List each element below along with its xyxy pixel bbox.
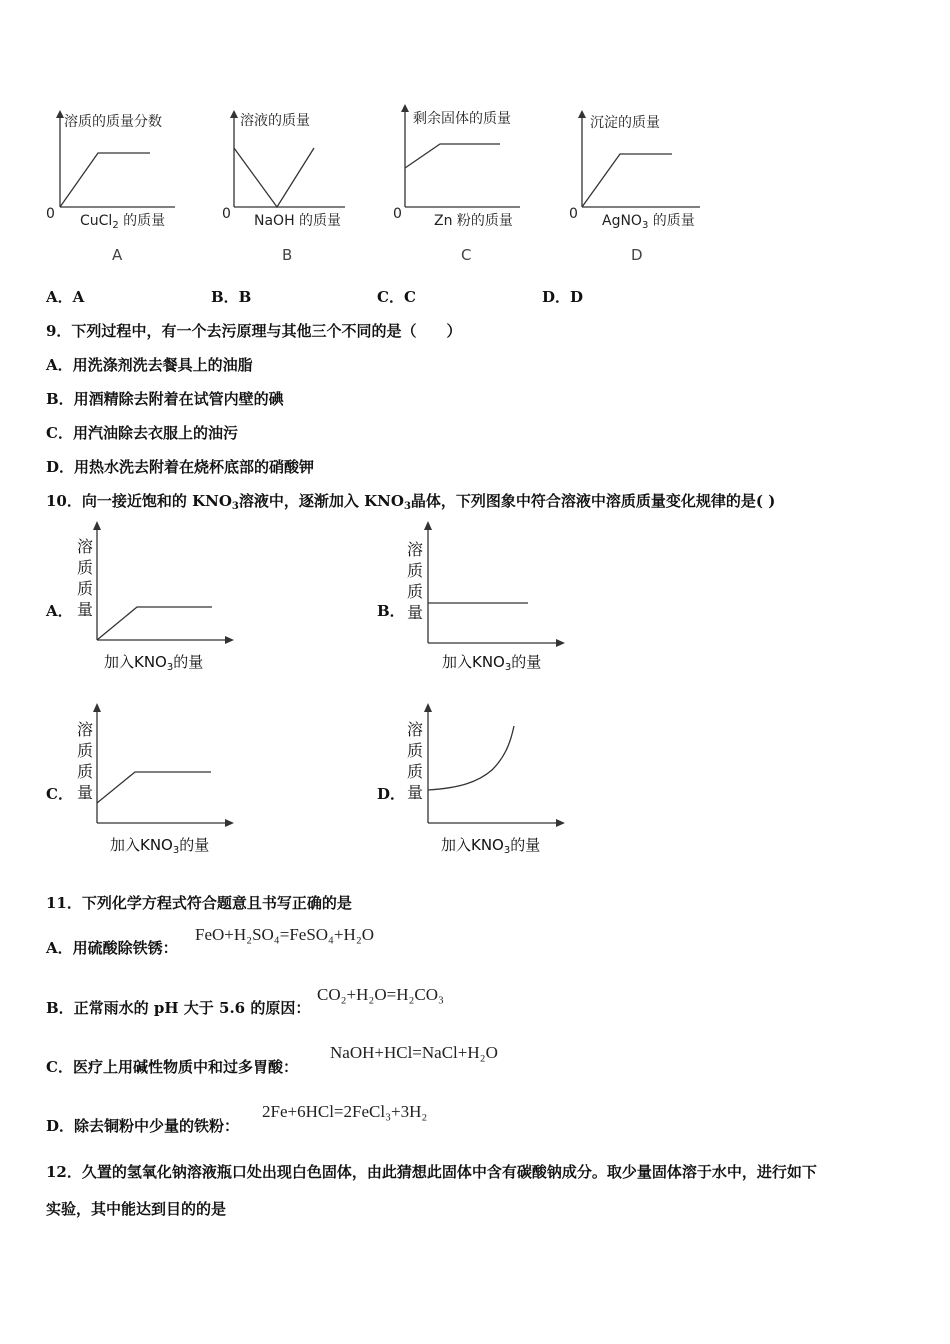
q8-graph-a-origin: 0 [46, 206, 55, 222]
q11-option-d-equation: 2Fe+6HCl=2FeCl₃+3H₂ [262, 1102, 428, 1121]
q8-option-d[interactable]: D．D [542, 288, 584, 306]
q10-graph-d-ylabel: 溶 质 质 量 [406, 720, 423, 802]
q8-graph-b-xlabel: NaOH 的质量 [254, 213, 342, 229]
q8-option-b[interactable]: B．B [211, 288, 252, 306]
q10-stem: 10．向一接近饱和的 $KNO_3$溶液中，逐渐加入 $KNO_3$晶体，下列图象中符合溶液中溶质质量变化规律的是( ) [46, 492, 776, 512]
q10-graph-a-xlabel: 加入$KNO_3$的量 [104, 653, 204, 673]
q9-option-b[interactable]: B．用酒精除去附着在试管内壁的碘 [46, 390, 284, 408]
q8-graph-d-caption: D [631, 246, 643, 264]
q8-graph-a-caption: A [112, 246, 123, 264]
q8-graph-a-ylabel: 溶质的质量分数 [64, 114, 162, 130]
q11-option-a-equation: FeO+H₂SO₄=FeSO₄+H₂O [195, 925, 375, 944]
q11-option-b-equation: CO₂+H₂O=H₂CO₃ [317, 985, 444, 1004]
q9-stem: 9．下列过程中，有一个去污原理与其他三个不同的是（ ） [46, 322, 462, 340]
q10-graph-b-ylabel: 溶 质 质 量 [406, 540, 423, 622]
q10-graph-c-ylabel: 溶 质 质 量 [76, 720, 93, 802]
q9-option-c[interactable]: C．用汽油除去衣服上的油污 [46, 424, 238, 442]
q8-graph-a-xlabel: CuCl$_2$ 的质量 [80, 213, 166, 231]
q11-stem: 11．下列化学方程式符合题意且书写正确的是 [46, 894, 352, 912]
q8-graph-c-origin: 0 [393, 206, 402, 222]
q11-option-c[interactable]: C．医疗上用碱性物质中和过多胃酸： [46, 1058, 298, 1076]
q10-graph-a-ylabel: 溶 质 质 量 [76, 537, 93, 619]
q10-graph-c-line [97, 772, 211, 803]
q10-graph-d-xlabel: 加入$KNO_3$的量 [441, 836, 541, 856]
q10-graph-d [428, 712, 556, 823]
q10-option-a[interactable]: A． [46, 602, 73, 620]
q10-graph-c [97, 712, 225, 823]
q10-option-d[interactable]: D． [377, 785, 406, 803]
q8-graph-c-xlabel: Zn 粉的质量 [434, 213, 513, 229]
q10-graph-a [97, 530, 225, 640]
q8-graph-d-origin: 0 [569, 206, 578, 222]
q9-option-d[interactable]: D．用热水洗去附着在烧杯底部的硝酸钾 [46, 458, 315, 476]
q11-option-d[interactable]: D．除去铜粉中少量的铁粉： [46, 1117, 240, 1135]
q10-graph-b-xlabel: 加入$KNO_3$的量 [442, 653, 542, 673]
q8-graph-b-origin: 0 [222, 206, 231, 222]
q8-graph-c-ylabel: 剩余固体的质量 [413, 111, 511, 127]
q11-option-c-equation: NaOH+HCl=NaCl+H₂O [330, 1043, 498, 1062]
q8-graph-c-caption: C [461, 246, 472, 264]
q10-option-c[interactable]: C． [46, 785, 73, 803]
q8-graph-b-ylabel: 溶液的质量 [240, 113, 310, 129]
q8-graph-b-caption: B [282, 246, 293, 264]
q8-option-a[interactable]: A．A [46, 288, 85, 306]
q9-option-a[interactable]: A．用洗涤剂洗去餐具上的油脂 [46, 356, 253, 374]
q8-graph-d-ylabel: 沉淀的质量 [590, 115, 660, 131]
q10-option-b[interactable]: B． [377, 602, 405, 620]
q10-graph-a-line [97, 607, 212, 640]
q12-stem-line1: 12．久置的氢氧化钠溶液瓶口处出现白色固体，由此猜想此固体中含有碳酸钠成分。取少量固体溶于水中，进行如下 [46, 1163, 817, 1181]
q11-option-b[interactable]: B．正常雨水的 pH 大于 5.6 的原因： [46, 999, 311, 1017]
q11-option-a[interactable]: A．用硫酸除铁锈： [46, 939, 178, 957]
q8-graph-d-xlabel: AgNO$_3$ 的质量 [602, 213, 695, 231]
q8-option-c[interactable]: C．C [377, 288, 416, 306]
q10-graph-b [428, 530, 556, 643]
q12-stem-line2: 实验，其中能达到目的的是 [46, 1200, 227, 1218]
q10-graph-d-curve [428, 726, 514, 790]
q10-graph-c-xlabel: 加入$KNO_3$的量 [110, 836, 210, 856]
